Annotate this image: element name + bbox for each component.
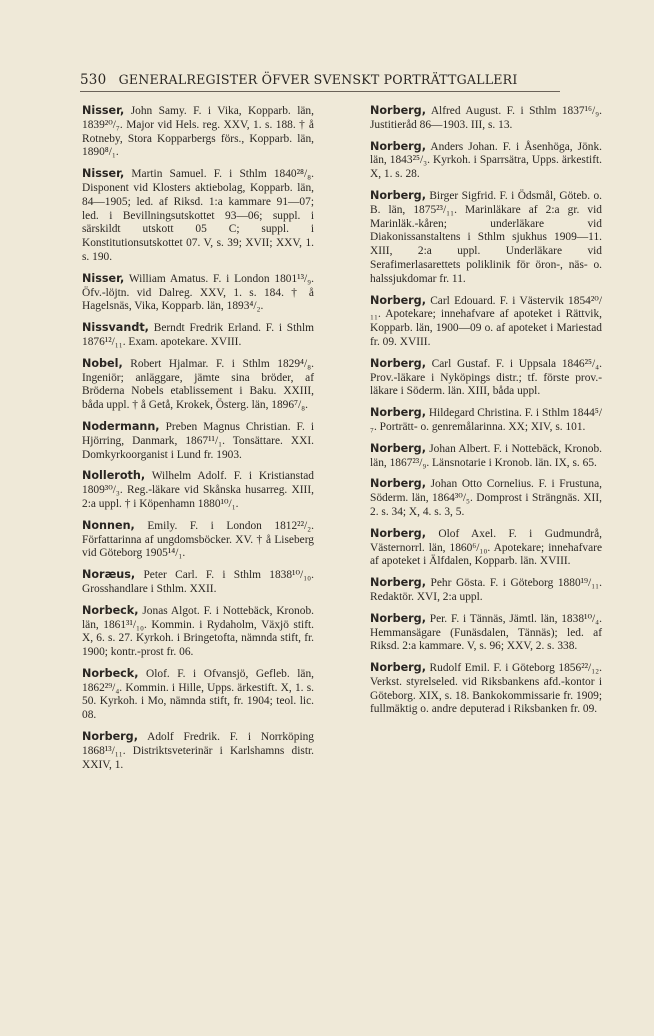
entry-surname: Norberg, xyxy=(370,576,426,590)
entry-text: Johan Otto Cornelius. F. i Frustuna, Söderm. län, 1864³⁰/₅. Domprost i Strängnäs. XII, 2. s. 34; X, 4. s. 3, 5. xyxy=(370,478,602,518)
entry-surname: Noræus, xyxy=(82,568,136,582)
register-entry xyxy=(370,357,602,399)
entry-surname: Norberg, xyxy=(370,526,426,540)
register-entry xyxy=(370,189,602,287)
right-column xyxy=(370,104,602,724)
entry-surname: Norberg, xyxy=(370,477,426,491)
register-entry xyxy=(370,477,602,519)
entry-surname: Norberg, xyxy=(370,356,426,370)
entry-text: Emily. F. i London 1812²²/₂. Författarinna af ungdomsböcker. XV. † å Liseberg vid Göteborg 1905¹⁴/₁. xyxy=(82,519,314,560)
entry-surname: Norberg, xyxy=(82,730,138,744)
entry-surname: Nisser, xyxy=(82,104,125,117)
entry-text: Carl Gustaf. F. i Uppsala 1846²⁵/₄. Prov.-läkare i Nyköpings distr.; tf. förste prov.-läkare i Söderm. län. XIII, båda uppl. xyxy=(370,357,602,398)
page-title: GENERALREGISTER ÖFVER SVENSKT PORTRÄTTGALLERI xyxy=(118,72,518,87)
entry-text: Per. F. i Tännäs, Jämtl. län, 1838¹⁰/₄. Hemmansägare (Funäsdalen, Tännäs); led. af Riksd. 2:a kammare. V, s. 96; XXV, 2. s. 338. xyxy=(370,612,602,653)
entry-surname: Norberg, xyxy=(370,406,426,420)
register-entry xyxy=(370,661,602,717)
entry-text: Martin Samuel. F. i Sthlm 1840²⁸/₈. Disponent vid Klosters aktiebolag, Kopparb. län, 84—1905; led. af Riksd. 1:a kammare 91—07; led. i Bevillningsutskottet 93—06; suppl. i särskildt utskott 05 C; suppl. i Konstitutionsutskottet 07. V, s. 39; XVII; XXV, 1. s. 190. xyxy=(82,168,314,263)
register-entry xyxy=(82,604,314,660)
entry-text: Anders Johan. F. i Åsenhöga, Jönk. län, 1843²⁵/₃. Kyrkoh. i Sparrsätra, Upps. ärkestift. X, 1. s. 28. xyxy=(370,140,603,181)
entry-text: Johan Albert. F. i Nottebäck, Kronob. län, 1867²³/₉. Länsnotarie i Kronob. län. IX, s. 65. xyxy=(370,442,602,469)
page-number: 530 xyxy=(80,72,107,88)
entry-surname: Nissvandt, xyxy=(82,321,149,335)
entry-text: Wilhelm Adolf. F. i Kristianstad 1809³⁰/₃. Reg.-läkare vid Skånska husarreg. XIII, 2:a uppl. † i Köpenhamn 1880¹⁰/₁. xyxy=(82,470,314,510)
register-entry xyxy=(370,104,602,133)
register-entry xyxy=(82,667,314,723)
entry-surname: Norberg, xyxy=(370,441,426,455)
register-entry xyxy=(82,104,314,160)
register-entry xyxy=(370,140,602,182)
entry-surname: Nisser, xyxy=(82,271,125,285)
register-entry xyxy=(370,576,602,605)
entry-text: Adolf Fredrik. F. i Norrköping 1868¹³/₁₁. Distriktsveterinär i Karlshamns distr. XXIV, 1. xyxy=(82,731,314,771)
register-entry xyxy=(82,167,314,265)
entry-text: William Amatus. F. i London 1801¹³/₉. Öfv.-löjtn. vid Dalreg. XXV, 1. s. 184. † å Hagelsnäs, Vika, Kopparb. län, 1893⁴/₂. xyxy=(82,272,314,313)
register-entry xyxy=(370,612,602,654)
register-entry xyxy=(82,469,314,511)
entry-text: Olof Axel. F. i Gudmundrå, Västernorrl. län, 1860⁶/₁₀. Apotekare; innehafvare af apoteket i Älfdalen, Kopparb. län. XVIII. xyxy=(370,527,602,568)
register-entry xyxy=(82,568,314,597)
entry-surname: Nolleroth, xyxy=(82,469,146,483)
entry-surname: Norberg, xyxy=(370,188,426,202)
entry-text: Berndt Fredrik Erland. F. i Sthlm 1876¹²/₁₁. Exam. apotekare. XVIII. xyxy=(82,322,314,348)
left-column xyxy=(82,104,314,779)
register-entry xyxy=(82,357,314,413)
running-header xyxy=(80,72,560,92)
entry-surname: Norbeck, xyxy=(82,666,139,680)
register-entry xyxy=(370,442,602,471)
entry-surname: Norberg, xyxy=(370,661,426,675)
entry-text: Carl Edouard. F. i Västervik 1854²⁰/₁₁. Apotekare; innehafvare af apoteket i Rättvik, Kopparb. län, 1900—09 o. af apoteket i Mariestad fr. 09. XVIII. xyxy=(370,294,602,348)
entry-surname: Norberg, xyxy=(370,104,426,117)
entry-text: Rudolf Emil. F. i Göteborg 1856²²/₁₂. Verkst. styrelseled. vid Riksbankens afd.-kontor i Göteborg. XIX, s. 18. Bankokommissarie fr. 1909; fullmäktig o. andre deputerad i Riksbanken fr. 09. xyxy=(370,662,602,716)
entry-text: John Samy. F. i Vika, Kopparb. län, 1839²⁰/₇. Major vid Hels. reg. XXV, 1. s. 188. † å Rotneby, Stora Kopparbergs förs., Kopparb. län, 1890⁸/₁. xyxy=(82,105,314,159)
entry-surname: Norberg, xyxy=(370,139,426,153)
entry-text: Alfred August. F. i Sthlm 1837¹⁶/₉. Justitieråd 86—1903. III, s. 13. xyxy=(370,105,602,131)
register-entry xyxy=(82,420,314,462)
register-entry xyxy=(82,519,314,561)
entry-surname: Nodermann, xyxy=(82,419,160,433)
entry-text: Preben Magnus Christian. F. i Hjörring, Danmark, 1867¹¹/₁. Tonsättare. XXI. Domkyrkoorganist i Lund fr. 1903. xyxy=(82,420,314,461)
register-entry xyxy=(82,321,314,350)
entry-surname: Nisser, xyxy=(82,167,125,181)
register-entry xyxy=(82,272,314,314)
entry-surname: Nobel, xyxy=(82,356,123,370)
entry-text: Robert Hjalmar. F. i Sthlm 1829⁴/₈. Ingeniör; anläggare, jämte sina bröder, af Bröderna Nobels etablissement i Baku. XXIII, båda uppl. † å Getå, Krokek, Österg. län, 1896⁷/₈. xyxy=(82,357,314,412)
entry-surname: Norberg, xyxy=(370,293,426,307)
entry-surname: Nonnen, xyxy=(82,518,135,532)
entry-text: Peter Carl. F. i Sthlm 1838¹⁰/₁₀. Grosshandlare i Sthlm. XXII. xyxy=(82,569,314,595)
entry-text: Birger Sigfrid. F. i Ödsmål, Göteb. o. B. län, 1875²³/₁₁. Marinläkare af 2:a gr. vid Marinläk.-kåren; underläkare vid Diakonissanstaltens i Sthlm sjukhus 1909—11. XIII, 2:a uppl. Underläkare vid Serafimerlasarettets poliklinik för öron-, näs- o. halssjukdomar fr. 11. xyxy=(370,189,602,285)
register-entry xyxy=(370,294,602,350)
entry-text: Jonas Algot. F. i Nottebäck, Kronob. län, 1861³¹/₁₀. Kommin. i Rydaholm, Växjö stift. X, 6. s. 27. Kyrkoh. i Bringetofta, nämnda stift, fr. 1900; kontr.-prost fr. 06. xyxy=(82,604,314,659)
entry-text: Hildegard Christina. F. i Sthlm 1844⁵/₇. Porträtt- o. genremålarinna. XX; XIV, s. 101. xyxy=(370,407,602,433)
register-entry xyxy=(370,527,602,569)
entry-surname: Norberg, xyxy=(370,611,426,625)
entry-surname: Norbeck, xyxy=(82,603,139,617)
entry-text: Pehr Gösta. F. i Göteborg 1880¹⁹/₁₁. Redaktör. XVI, 2:a uppl. xyxy=(370,577,602,603)
register-entry xyxy=(370,406,602,435)
register-entry xyxy=(82,730,314,772)
entry-text: Olof. F. i Ofvansjö, Gefleb. län, 1862²⁹/₄. Kommin. i Hille, Upps. ärkestift. X, 1. s. 50. Kyrkoh. i Mo, nämnda stift, fr. 1904; teol. lic. 08. xyxy=(82,667,314,722)
